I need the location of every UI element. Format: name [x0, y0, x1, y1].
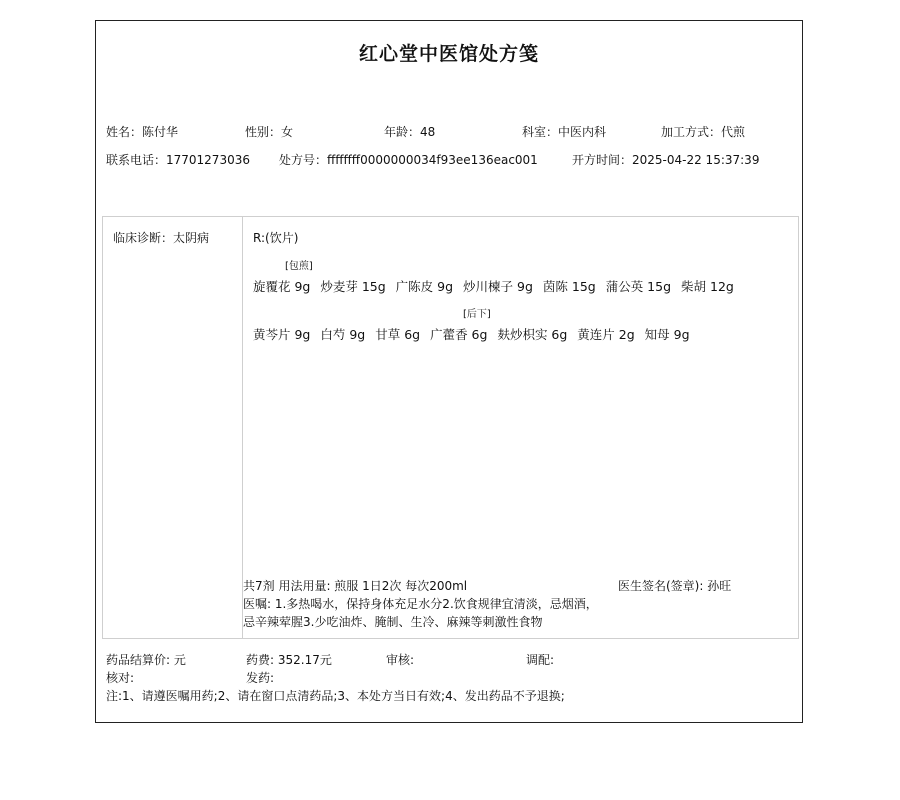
issue-field: 发药:	[246, 671, 275, 685]
contact-phone: 联系电话：17701273036	[106, 153, 250, 167]
herb-item: 甘草 6g	[375, 327, 421, 342]
rx-label: R:(饮片)	[253, 231, 299, 245]
herb-item: 炒麦芽 15g	[320, 279, 386, 294]
patient-name: 姓名：陈付华	[106, 125, 179, 139]
herb-item: 旋覆花 9g	[253, 279, 311, 294]
prescription-column	[243, 217, 798, 638]
patient-gender: 性别：女	[245, 125, 294, 139]
drug-fee: 药费: 352.17元	[246, 653, 332, 667]
prescription-box	[102, 216, 799, 639]
herb-item: 蒲公英 15g	[605, 279, 672, 294]
herb-item: 广陈皮 9g	[395, 279, 454, 294]
footer-note	[106, 687, 792, 703]
herb-row-2	[253, 325, 696, 341]
herb-item: 柴胡 12g	[681, 279, 734, 294]
patient-age: 年龄：48	[384, 125, 436, 139]
footer-row-1	[106, 651, 792, 667]
medical-advice: 医嘱: 1.多热喝水，保持身体充足水分2.饮食规律宜清淡，忌烟酒，忌辛辣荤腥3.少吃油炸、腌制、生冷、麻辣等刺激性食物	[243, 597, 598, 629]
patient-info-row-1	[106, 123, 792, 139]
herb-item: 黄芩片 9g	[253, 327, 311, 342]
tag-wrapped-decoction: [包煎]	[285, 261, 313, 272]
prescription-sheet	[95, 20, 803, 723]
clinical-diagnosis: 临床诊断：太阴病	[113, 231, 210, 245]
footer-note-text: 注:1、请遵医嘱用药;2、请在窗口点清药品;3、本处方当日有效;4、发出药品不予退换;	[106, 689, 565, 703]
herb-item: 黄连片 2g	[577, 327, 635, 342]
check-field: 核对:	[106, 671, 135, 685]
page-title: 红心堂中医馆处方笺	[358, 43, 539, 65]
review-field: 审核:	[386, 653, 415, 667]
prescription-number: 处方号：ffffffff0000000034f93ee136eac001	[279, 153, 538, 167]
dispense-field: 调配:	[526, 653, 555, 667]
herb-item: 炒川楝子 9g	[463, 279, 533, 294]
herb-item: 知母 9g	[644, 327, 690, 342]
doctor-signature: 医生签名(签章): 孙旺	[618, 579, 732, 593]
herb-item: 茵陈 15g	[542, 279, 596, 294]
department: 科室：中医内科	[522, 125, 607, 139]
tag-add-later: [后下]	[463, 309, 491, 320]
diagnosis-column	[103, 217, 243, 638]
prescription-time: 开方时间：2025-04-22 15:37:39	[572, 153, 760, 167]
herb-item: 广藿香 6g	[430, 327, 488, 342]
footer-row-2	[106, 669, 792, 685]
herb-row-1	[253, 277, 740, 293]
usage-instructions: 共7剂 用法用量: 煎服 1日2次 每次200ml	[243, 579, 468, 593]
herb-item: 白芍 9g	[320, 327, 366, 342]
patient-info-row-2	[106, 151, 792, 167]
herb-item: 麸炒枳实 6g	[497, 327, 568, 342]
settlement-price: 药品结算价: 元	[106, 653, 186, 667]
processing-method: 加工方式：代煎	[661, 125, 746, 139]
